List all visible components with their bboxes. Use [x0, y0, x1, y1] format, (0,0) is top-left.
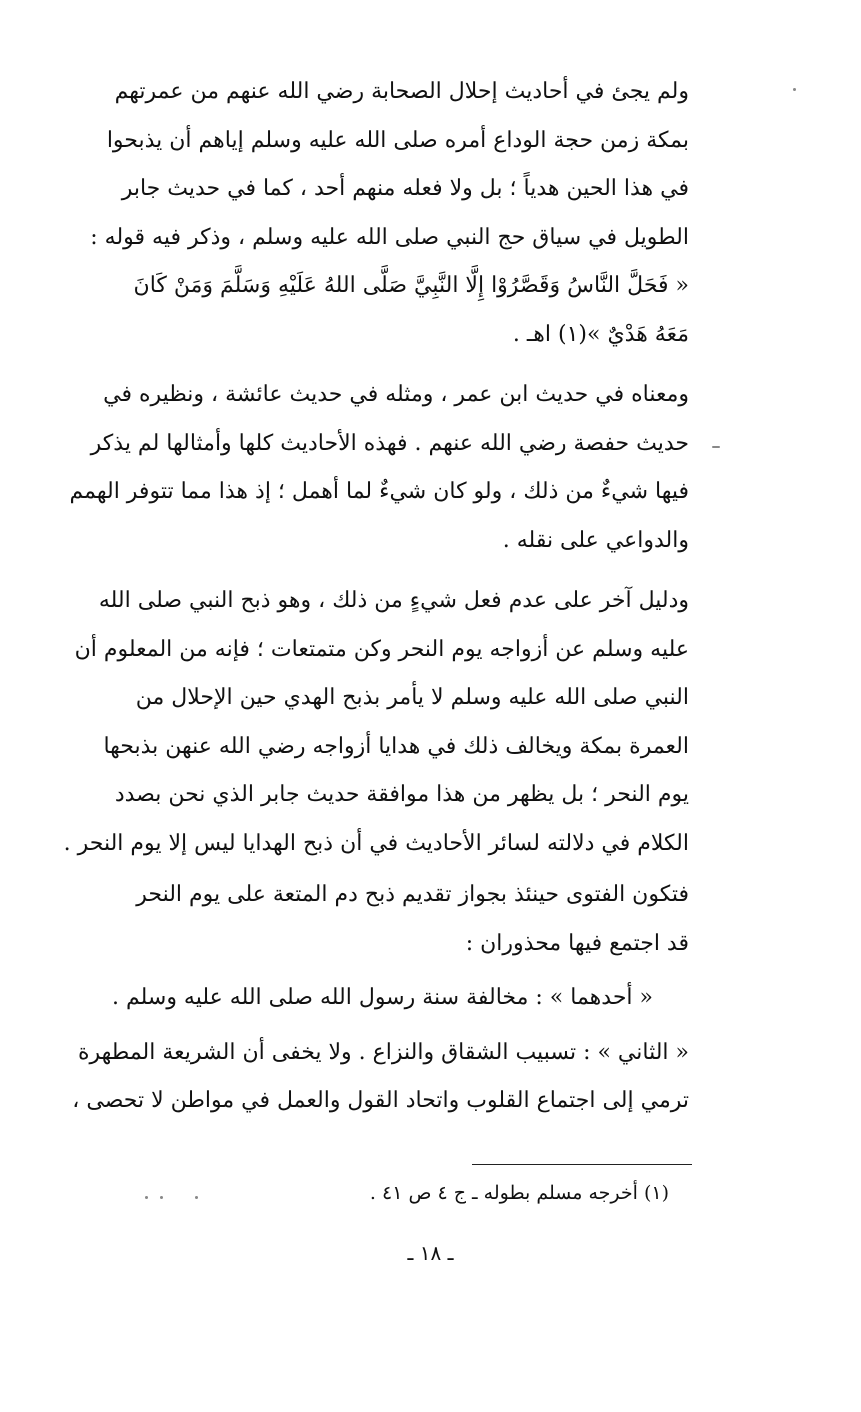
page-number: ـ ١٨ ـ [407, 1241, 454, 1265]
footnote-divider [472, 1164, 692, 1165]
text-line: حديث حفصة رضي الله عنهم . فهذه الأحاديث كلها وأمثالها لم يذكر [90, 430, 689, 456]
scan-speck [712, 446, 720, 448]
footnote: (١) أخرجه مسلم بطوله ـ ج ٤ ص ٤١ . [369, 1182, 669, 1204]
hadith-quote-line: « فَحَلَّ النَّاسُ وَقَصَّرُوْا إِلَّا النَّبِيَّ صَلَّى اللهُ عَلَيْهِ وَسَلَّمَ وَمَنْ كَانَ [133, 273, 689, 298]
scan-speck [160, 1196, 163, 1199]
scan-speck [793, 88, 796, 91]
text-line: « أحدهما » : مخالفة سنة رسول الله صلى الله عليه وسلم . [111, 985, 653, 1010]
text-line: ترمي إلى اجتماع القلوب واتحاد القول والعمل في مواطن لا تحصى ، [72, 1088, 689, 1113]
paragraph-4 [66, 871, 689, 968]
text-line: فتكون الفتوى حينئذ بجواز تقديم ذبح دم المتعة على يوم النحر [136, 882, 689, 907]
paragraph-5 [66, 974, 689, 1023]
scan-speck [195, 1196, 198, 1199]
text-line: قد اجتمع فيها محذوران : [465, 930, 689, 956]
paragraph-1 [66, 68, 689, 359]
text-line: ومعناه في حديث ابن عمر ، ومثله في حديث عائشة ، ونظيره في [103, 382, 689, 407]
text-line: والدواعي على نقله . [502, 527, 689, 553]
text-line: الكلام في دلالته لسائر الأحاديث في أن ذبح الهدايا ليس إلا يوم النحر . [63, 830, 689, 856]
paragraph-2 [66, 371, 689, 565]
paragraph-6 [66, 1029, 689, 1126]
text-line: ولم يجئ في أحاديث إحلال الصحابة رضي الله عنهم من عمرتهم [114, 79, 689, 104]
text-line: ودليل آخر على عدم فعل شيءٍ من ذلك ، وهو ذبح النبي صلى الله [98, 588, 689, 613]
hadith-quote-line: مَعَهُ هَدْيٌ »(١) اهـ . [512, 321, 689, 347]
text-line: الطويل في سياق حج النبي صلى الله عليه وسلم ، وذكر فيه قوله : [90, 224, 689, 250]
text-line: « الثاني » : تسبيب الشقاق والنزاع . ولا يخفى أن الشريعة المطهرة [77, 1039, 689, 1065]
scan-speck [145, 1196, 148, 1199]
text-line: بمكة زمن حجة الوداع أمره صلى الله عليه وسلم إياهم أن يذبحوا [106, 127, 689, 153]
text-line: يوم النحر ؛ بل يظهر من هذا موافقة حديث جابر الذي نحن بصدد [114, 782, 689, 807]
text-line: فيها شيءٌ من ذلك ، ولو كان شيءٌ لما أهمل ؛ إذ هذا مما تتوفر الهمم [69, 479, 689, 504]
text-line: العمرة بمكة ويخالف ذلك في هدايا أزواجه رضي الله عنهن بذبحها [103, 733, 689, 759]
text-line: في هذا الحين هدياً ؛ بل ولا فعله منهم أحد ، كما في حديث جابر [121, 176, 689, 201]
text-line: عليه وسلم عن أزواجه يوم النحر وكن متمتعات ؛ فإنه من المعلوم أن [74, 636, 689, 662]
paragraph-3 [63, 577, 689, 868]
text-line: النبي صلى الله عليه وسلم لا يأمر بذبح الهدي حين الإحلال من [135, 685, 689, 710]
